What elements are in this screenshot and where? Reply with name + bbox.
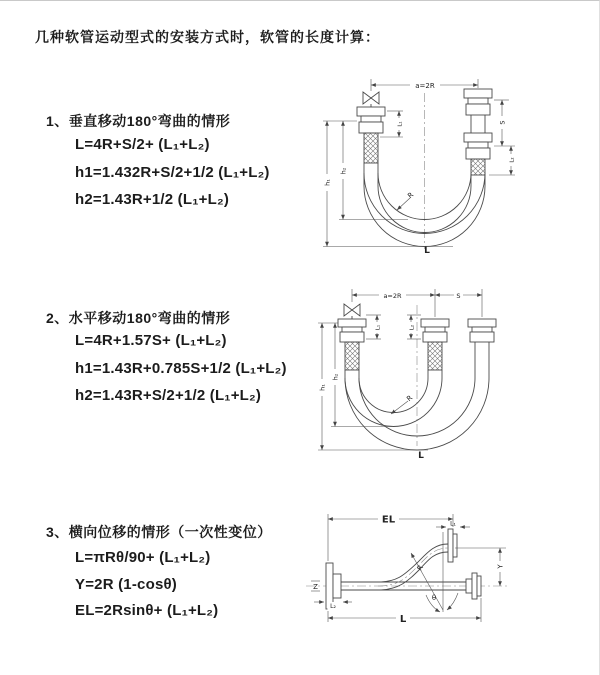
dim-label-r: R [406, 190, 416, 201]
dim-label-r: R [405, 393, 415, 404]
section-1-heading: 1、垂直移动180°弯曲的情形 [46, 113, 231, 129]
section-3-heading: 3、横向位移的情形（一次性变位） [46, 524, 272, 540]
section-1-formula-h2: h2=1.43R+1/2 (L₁+L₂) [75, 191, 230, 208]
dimension-labels [319, 292, 461, 461]
section-1-formula-h1: h1=1.432R+S/2+1/2 (L₁+L₂) [75, 164, 270, 181]
valve-icon [363, 92, 379, 107]
dim-label-r: R [415, 563, 425, 573]
dim-label-h2: h₂ [339, 167, 348, 175]
dim-label-a2r: a=2R [415, 82, 435, 90]
diagram-horizontal-180-bend [310, 281, 590, 463]
dim-label-h1: h₁ [318, 384, 327, 391]
dim-label-s: S [456, 292, 461, 300]
section-3-formula-l: L=πRθ/90+ (L₁+L₂) [75, 549, 211, 566]
valve-icon [344, 304, 360, 319]
dim-label-s: S [498, 120, 507, 125]
dim-label-a2r: a=2R [383, 292, 402, 300]
section-1-formula-l: L=4R+S/2+ (L₁+L₂) [75, 136, 210, 153]
dimension-lines [311, 514, 506, 623]
section-2-formula-l: L=4R+1.57S+ (L₁+L₂) [75, 332, 227, 349]
dim-label-l1: L₁ [397, 121, 404, 127]
dim-label-y: Y [496, 564, 505, 569]
section-3-formula-el: EL=2Rsinθ+ (L₁+L₂) [75, 602, 219, 619]
dim-label-l-total: L [424, 246, 430, 256]
dim-label-l1: L₁ [375, 324, 382, 331]
section-2-formula-h2: h2=1.43R+S/2+1/2 (L₁+L₂) [75, 387, 262, 404]
dim-label-l2: L₂ [330, 603, 336, 610]
section-3-formula-y: Y=2R (1-cosθ) [75, 576, 177, 593]
dim-label-h2: h₂ [331, 373, 340, 381]
dim-label-l2: L₂ [509, 157, 516, 163]
dim-label-l-total: L [418, 451, 424, 461]
displaced-hose [378, 529, 457, 590]
section-2-formula-h1: h1=1.43R+0.785S+1/2 (L₁+L₂) [75, 360, 287, 377]
dim-label-l2: L₂ [409, 324, 416, 331]
diagram-vertical-180-bend [313, 71, 578, 256]
dim-label-h1: h₁ [323, 179, 332, 186]
end-mark-z: Z [313, 583, 318, 591]
diagram-lateral-displacement [298, 498, 598, 660]
dim-label-l-total: L [399, 614, 407, 625]
dimension-labels [313, 515, 504, 626]
page-title: 几种软管运动型式的安装方式时，软管的长度计算： [35, 29, 380, 45]
dim-label-theta: θ [431, 594, 437, 602]
dim-label-l1: L₁ [450, 520, 456, 528]
section-2-heading: 2、水平移动180°弯曲的情形 [46, 310, 231, 326]
dim-label-el: EL [381, 514, 396, 526]
